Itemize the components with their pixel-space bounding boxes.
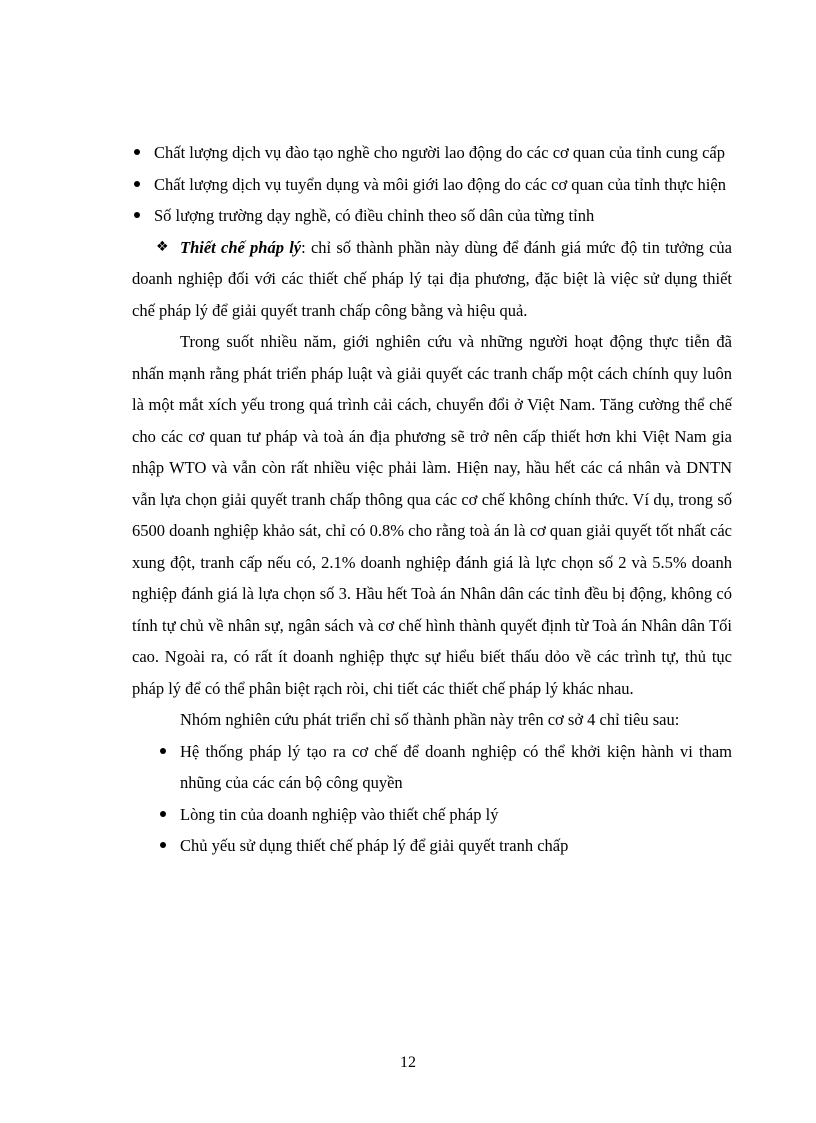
- list-item: [132, 169, 732, 201]
- diamond-bullet-icon: ❖: [156, 238, 169, 255]
- list-item-text: Chất lượng dịch vụ đào tạo nghề cho người lao động do các cơ quan của tỉnh cung cấp: [154, 143, 725, 162]
- list-item: [158, 799, 732, 831]
- list-item: [158, 736, 732, 799]
- bullet-icon: [160, 748, 166, 754]
- bullet-list-top: [132, 137, 732, 232]
- bullet-icon: [160, 811, 166, 817]
- list-item: [132, 200, 732, 232]
- bullet-icon: [134, 149, 140, 155]
- intro-paragraph: Nhóm nghiên cứu phát triển chỉ số thành phần này trên cơ sở 4 chỉ tiêu sau:: [180, 710, 680, 729]
- body-text: [132, 137, 732, 862]
- legal-institution-item: [132, 232, 732, 327]
- main-paragraph: Trong suốt nhiều năm, giới nghiên cứu và những người hoạt động thực tiễn đã nhấn mạnh rằng phát triển pháp luật và giải quyết các tranh chấp một cách chính quy luôn là một mắt xích yếu trong quá trình cải cách, chuyển đổi ở Việt Nam. Tăng cường thể chế cho các cơ quan tư pháp và toà án địa phương sẽ trở nên cấp thiết hơn khi Việt Nam gia nhập WTO và vẫn còn rất nhiều việc phải làm. Hiện nay, hầu hết các cá nhân và DNTN vẫn lựa chọn giải quyết tranh chấp thông qua các cơ chế không chính thức. Ví dụ, trong số 6500 doanh nghiệp khảo sát, chỉ có 0.8% cho rằng toà án là cơ quan giải quyết tốt nhất các xung đột, tranh cấp nếu có, 2.1% doanh nghiệp đánh giá là lực chọn số 2 và 5.5% doanh nghiệp đánh giá là lựa chọn số 3. Hầu hết Toà án Nhân dân các tỉnh đều bị động, không có tính tự chủ về nhân sự, ngân sách và cơ chế hình thành quyết định từ Toà án Nhân dân Tối cao. Ngoài ra, có rất ít doanh nghiệp thực sự hiểu biết thấu dỏo về các trình tự, thủ tục pháp lý để có thể phân biệt rạch ròi, chi tiết các thiết chế pháp lý khác nhau.: [132, 332, 732, 698]
- list-item-text: Lòng tin của doanh nghiệp vào thiết chế pháp lý: [180, 804, 499, 824]
- list-item: [132, 137, 732, 169]
- bullet-list-bottom: [132, 736, 732, 862]
- list-item-text: Số lượng trường dạy nghề, có điều chỉnh theo số dân của từng tỉnh: [154, 206, 595, 225]
- legal-institution-definition: : chỉ số thành phần này dùng để đánh giá mức độ tin tưởng của doanh nghiệp đối với các thiết chế pháp lý tại địa phương, đặc biệt là việc sử dụng thiết chế pháp lý để giải quyết tranh chấp công bằng và hiệu quả.: [132, 237, 732, 320]
- list-item: [158, 830, 732, 862]
- bullet-icon: [134, 212, 140, 218]
- page-number: 12: [400, 1054, 416, 1071]
- bullet-icon: [134, 181, 140, 187]
- list-item-text: Chất lượng dịch vụ tuyển dụng và môi giới lao động do các cơ quan của tỉnh thực hiện: [154, 174, 726, 194]
- list-item-text: Chủ yếu sử dụng thiết chế pháp lý để giải quyết tranh chấp: [180, 836, 569, 855]
- list-item-text: Hệ thống pháp lý tạo ra cơ chế để doanh nghiệp có thể khởi kiện hành vi tham nhũng của các cán bộ công quyền: [180, 741, 732, 792]
- legal-institution-term: Thiết chế pháp lý: [180, 237, 302, 257]
- bullet-icon: [160, 842, 166, 848]
